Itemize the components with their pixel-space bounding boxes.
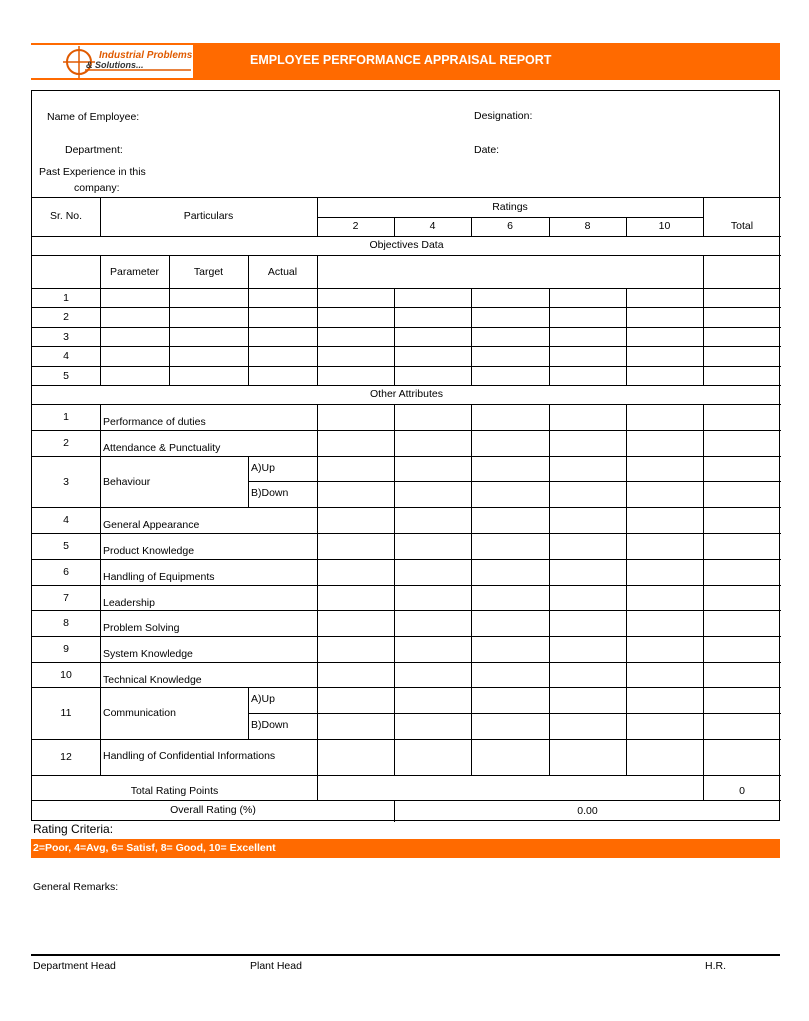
attribute-row-number: 10: [60, 669, 72, 681]
objective-row-number: 4: [63, 350, 69, 362]
grid-line: [626, 687, 627, 713]
grid-line: [471, 739, 472, 775]
rating-value-8: 8: [584, 220, 591, 232]
parameter-header: Parameter: [109, 266, 160, 278]
grid-line: [32, 739, 781, 740]
grid-line: [471, 585, 472, 610]
attribute-general-appearance: General Appearance: [103, 519, 200, 531]
overall-rating-label: Overall Rating (%): [170, 804, 256, 816]
grid-line: [549, 636, 550, 662]
actual-header: Actual: [267, 266, 298, 278]
grid-line: [317, 559, 318, 585]
designation-label: Designation:: [474, 110, 533, 122]
grid-line: [703, 739, 704, 775]
grid-line: [549, 288, 550, 307]
grid-line: [626, 662, 627, 687]
grid-line: [32, 775, 781, 776]
grid-line: [32, 662, 781, 663]
grid-line: [471, 366, 472, 385]
grid-line: [626, 713, 627, 739]
grid-line: [549, 559, 550, 585]
rating-criteria-text: 2=Poor, 4=Avg, 6= Satisf, 8= Good, 10= Excellent: [33, 842, 276, 854]
grid-line: [703, 430, 704, 456]
attribute-row-number: 7: [63, 592, 69, 604]
attribute-product-knowledge: Product Knowledge: [103, 545, 195, 557]
ratings-header: Ratings: [492, 201, 528, 213]
grid-line: [317, 662, 318, 687]
grid-line: [32, 366, 781, 367]
attribute-behaviour-down: B)Down: [251, 487, 289, 499]
grid-line: [317, 404, 318, 430]
grid-line: [471, 430, 472, 456]
grid-line: [626, 288, 627, 307]
grid-line: [703, 404, 704, 430]
grid-line: [32, 404, 781, 405]
grid-line: [471, 327, 472, 346]
grid-line: [703, 507, 704, 533]
grid-line: [100, 507, 101, 533]
grid-line: [626, 481, 627, 507]
logo-text-line1: Industrial Problems: [99, 50, 193, 61]
ratings-divider-line: [317, 217, 703, 218]
attribute-communication: Communication: [103, 707, 176, 719]
grid-line: [317, 430, 318, 456]
attribute-performance-of-duties: Performance of duties: [103, 416, 206, 428]
attribute-row-number: 6: [63, 566, 69, 578]
grid-line: [549, 662, 550, 687]
grid-line: [100, 404, 101, 430]
grid-line: [626, 636, 627, 662]
rating-value-4: 4: [429, 220, 436, 232]
grid-line: [471, 481, 472, 507]
grid-line: [626, 430, 627, 456]
grid-line: [394, 346, 395, 366]
attribute-row-number: 12: [60, 751, 72, 763]
attribute-leadership: Leadership: [103, 597, 155, 609]
grid-line: [32, 533, 781, 534]
grid-line: [549, 687, 550, 713]
grid-line: [32, 385, 781, 386]
grid-line: [100, 559, 101, 585]
grid-line: [317, 610, 318, 636]
objectives-section-title: Objectives Data: [369, 239, 444, 251]
grid-line: [32, 430, 781, 431]
grid-line: [549, 739, 550, 775]
rating-value-6: 6: [507, 220, 513, 232]
grid-line: [394, 585, 395, 610]
grid-line: [549, 404, 550, 430]
table-header-top-line: [32, 197, 781, 198]
grid-line: [32, 456, 781, 457]
attribute-communication-down: B)Down: [251, 719, 289, 731]
grid-line: [100, 456, 101, 507]
grid-line: [100, 636, 101, 662]
grid-line: [626, 559, 627, 585]
grid-line: [317, 739, 318, 775]
grid-line: [394, 636, 395, 662]
grid-line: [549, 456, 550, 481]
grid-line: [549, 585, 550, 610]
grid-line: [394, 327, 395, 346]
grid-line: [703, 610, 704, 636]
grid-line: [317, 507, 318, 533]
attribute-handling-of-confidential-informations: Handling of Confidential Informations: [103, 750, 276, 762]
grid-line: [394, 713, 395, 739]
grid-line: [394, 739, 395, 775]
grid-line: [32, 327, 781, 328]
attribute-row-number: 1: [63, 411, 69, 423]
grid-line: [394, 507, 395, 533]
page-title: EMPLOYEE PERFORMANCE APPRAISAL REPORT: [250, 53, 552, 67]
overall-rating-value: 0.00: [577, 805, 598, 817]
grid-line: [626, 404, 627, 430]
grid-line: [471, 507, 472, 533]
attribute-attendance-punctuality: Attendance & Punctuality: [103, 442, 221, 454]
grid-line: [248, 481, 781, 482]
grid-line: [549, 346, 550, 366]
grid-line: [626, 585, 627, 610]
other-attributes-section-title: Other Attributes: [370, 388, 443, 400]
grid-line: [549, 366, 550, 385]
grid-line: [32, 346, 781, 347]
grid-line: [248, 713, 781, 714]
grid-line: [626, 327, 627, 346]
grid-line: [549, 430, 550, 456]
grid-line: [394, 366, 395, 385]
attribute-row-number: 11: [60, 707, 72, 719]
grid-line: [549, 507, 550, 533]
date-label: Date:: [474, 144, 500, 156]
grid-line: [394, 430, 395, 456]
objective-row-number: 3: [63, 331, 69, 343]
grid-line: [394, 481, 395, 507]
grid-line: [394, 456, 395, 481]
grid-line: [626, 346, 627, 366]
past-experience-label-cont: company:: [74, 182, 120, 194]
grid-line: [32, 585, 781, 586]
attribute-row-number: 5: [63, 540, 69, 552]
grid-line: [100, 662, 101, 687]
attribute-row-number: 2: [63, 437, 69, 449]
attribute-problem-solving: Problem Solving: [103, 622, 180, 634]
grid-line: [549, 327, 550, 346]
grid-line: [471, 636, 472, 662]
grid-line: [32, 636, 781, 637]
grid-line: [32, 507, 781, 508]
logo-text-line2: & Solutions...: [86, 60, 144, 70]
grid-line: [394, 559, 395, 585]
grid-line: [471, 307, 472, 327]
grid-line: [394, 687, 395, 713]
grid-line: [100, 687, 101, 739]
target-header: Target: [193, 266, 224, 278]
grid-line: [394, 533, 395, 559]
attribute-row-number: 4: [63, 514, 69, 526]
grid-line: [394, 288, 395, 307]
grid-line: [32, 288, 781, 289]
grid-line: [549, 533, 550, 559]
grid-line: [703, 636, 704, 662]
grid-line: [32, 610, 781, 611]
total-rating-bottom-line: [32, 800, 781, 801]
grid-line: [100, 739, 101, 775]
grid-line: [100, 430, 101, 456]
grid-line: [471, 610, 472, 636]
attribute-row-number: 9: [63, 643, 69, 655]
plant-head-signature: Plant Head: [250, 960, 302, 972]
total-header: Total: [730, 220, 754, 232]
attribute-technical-knowledge: Technical Knowledge: [103, 674, 202, 686]
grid-line: [626, 456, 627, 481]
objective-row-number: 2: [63, 311, 69, 323]
grid-line: [32, 559, 781, 560]
past-experience-label: Past Experience in this: [39, 166, 146, 178]
objective-row-number: 1: [63, 292, 69, 304]
attribute-communication-up: A)Up: [251, 693, 275, 705]
grid-line: [394, 404, 395, 430]
sr-no-header: Sr. No.: [49, 210, 83, 222]
attribute-behaviour-up: A)Up: [251, 462, 275, 474]
signature-divider: [31, 954, 780, 956]
general-remarks-label: General Remarks:: [33, 881, 119, 893]
grid-line: [626, 533, 627, 559]
attribute-system-knowledge: System Knowledge: [103, 648, 193, 660]
grid-line: [100, 533, 101, 559]
objective-row-number: 5: [63, 370, 69, 382]
grid-line: [471, 533, 472, 559]
rating-value-10: 10: [658, 220, 671, 232]
grid-line: [394, 307, 395, 327]
grid-line: [100, 585, 101, 610]
hr-signature: H.R.: [705, 960, 726, 972]
grid-line: [626, 507, 627, 533]
attribute-row-number: 8: [63, 617, 69, 629]
grid-line: [703, 559, 704, 585]
grid-line: [471, 559, 472, 585]
particulars-header: Particulars: [183, 210, 234, 222]
appraisal-form: [31, 90, 780, 821]
grid-line: [317, 585, 318, 610]
attribute-handling-of-equipments: Handling of Equipments: [103, 571, 215, 583]
grid-line: [100, 610, 101, 636]
grid-line: [471, 662, 472, 687]
grid-line: [549, 610, 550, 636]
attribute-row-number: 3: [63, 475, 69, 488]
grid-line: [626, 610, 627, 636]
grid-line: [317, 533, 318, 559]
employee-name-label: Name of Employee:: [47, 111, 140, 123]
total-rating-points-label: Total Rating Points: [130, 785, 219, 797]
rating-criteria-label: Rating Criteria:: [33, 822, 114, 836]
grid-line: [471, 288, 472, 307]
department-head-signature: Department Head: [33, 960, 116, 972]
grid-line: [549, 481, 550, 507]
grid-line: [394, 610, 395, 636]
attribute-behaviour: Behaviour: [103, 475, 151, 488]
grid-line: [703, 533, 704, 559]
grid-line: [471, 404, 472, 430]
grid-line: [471, 713, 472, 739]
grid-line: [471, 456, 472, 481]
grid-line: [549, 307, 550, 327]
grid-line: [317, 775, 318, 800]
grid-line: [317, 636, 318, 662]
grid-line: [32, 687, 781, 688]
objectives-header-line: [32, 255, 781, 256]
grid-line: [32, 307, 781, 308]
grid-line: [626, 366, 627, 385]
objectives-title-line: [32, 236, 781, 237]
grid-line: [394, 662, 395, 687]
department-label: Department:: [65, 144, 123, 156]
grid-line: [703, 662, 704, 687]
grid-line: [471, 346, 472, 366]
grid-line: [471, 687, 472, 713]
grid-line: [626, 307, 627, 327]
rating-value-2: 2: [352, 220, 359, 232]
total-rating-points-value: 0: [739, 785, 745, 797]
grid-line: [703, 585, 704, 610]
grid-line: [549, 713, 550, 739]
grid-line: [626, 739, 627, 775]
